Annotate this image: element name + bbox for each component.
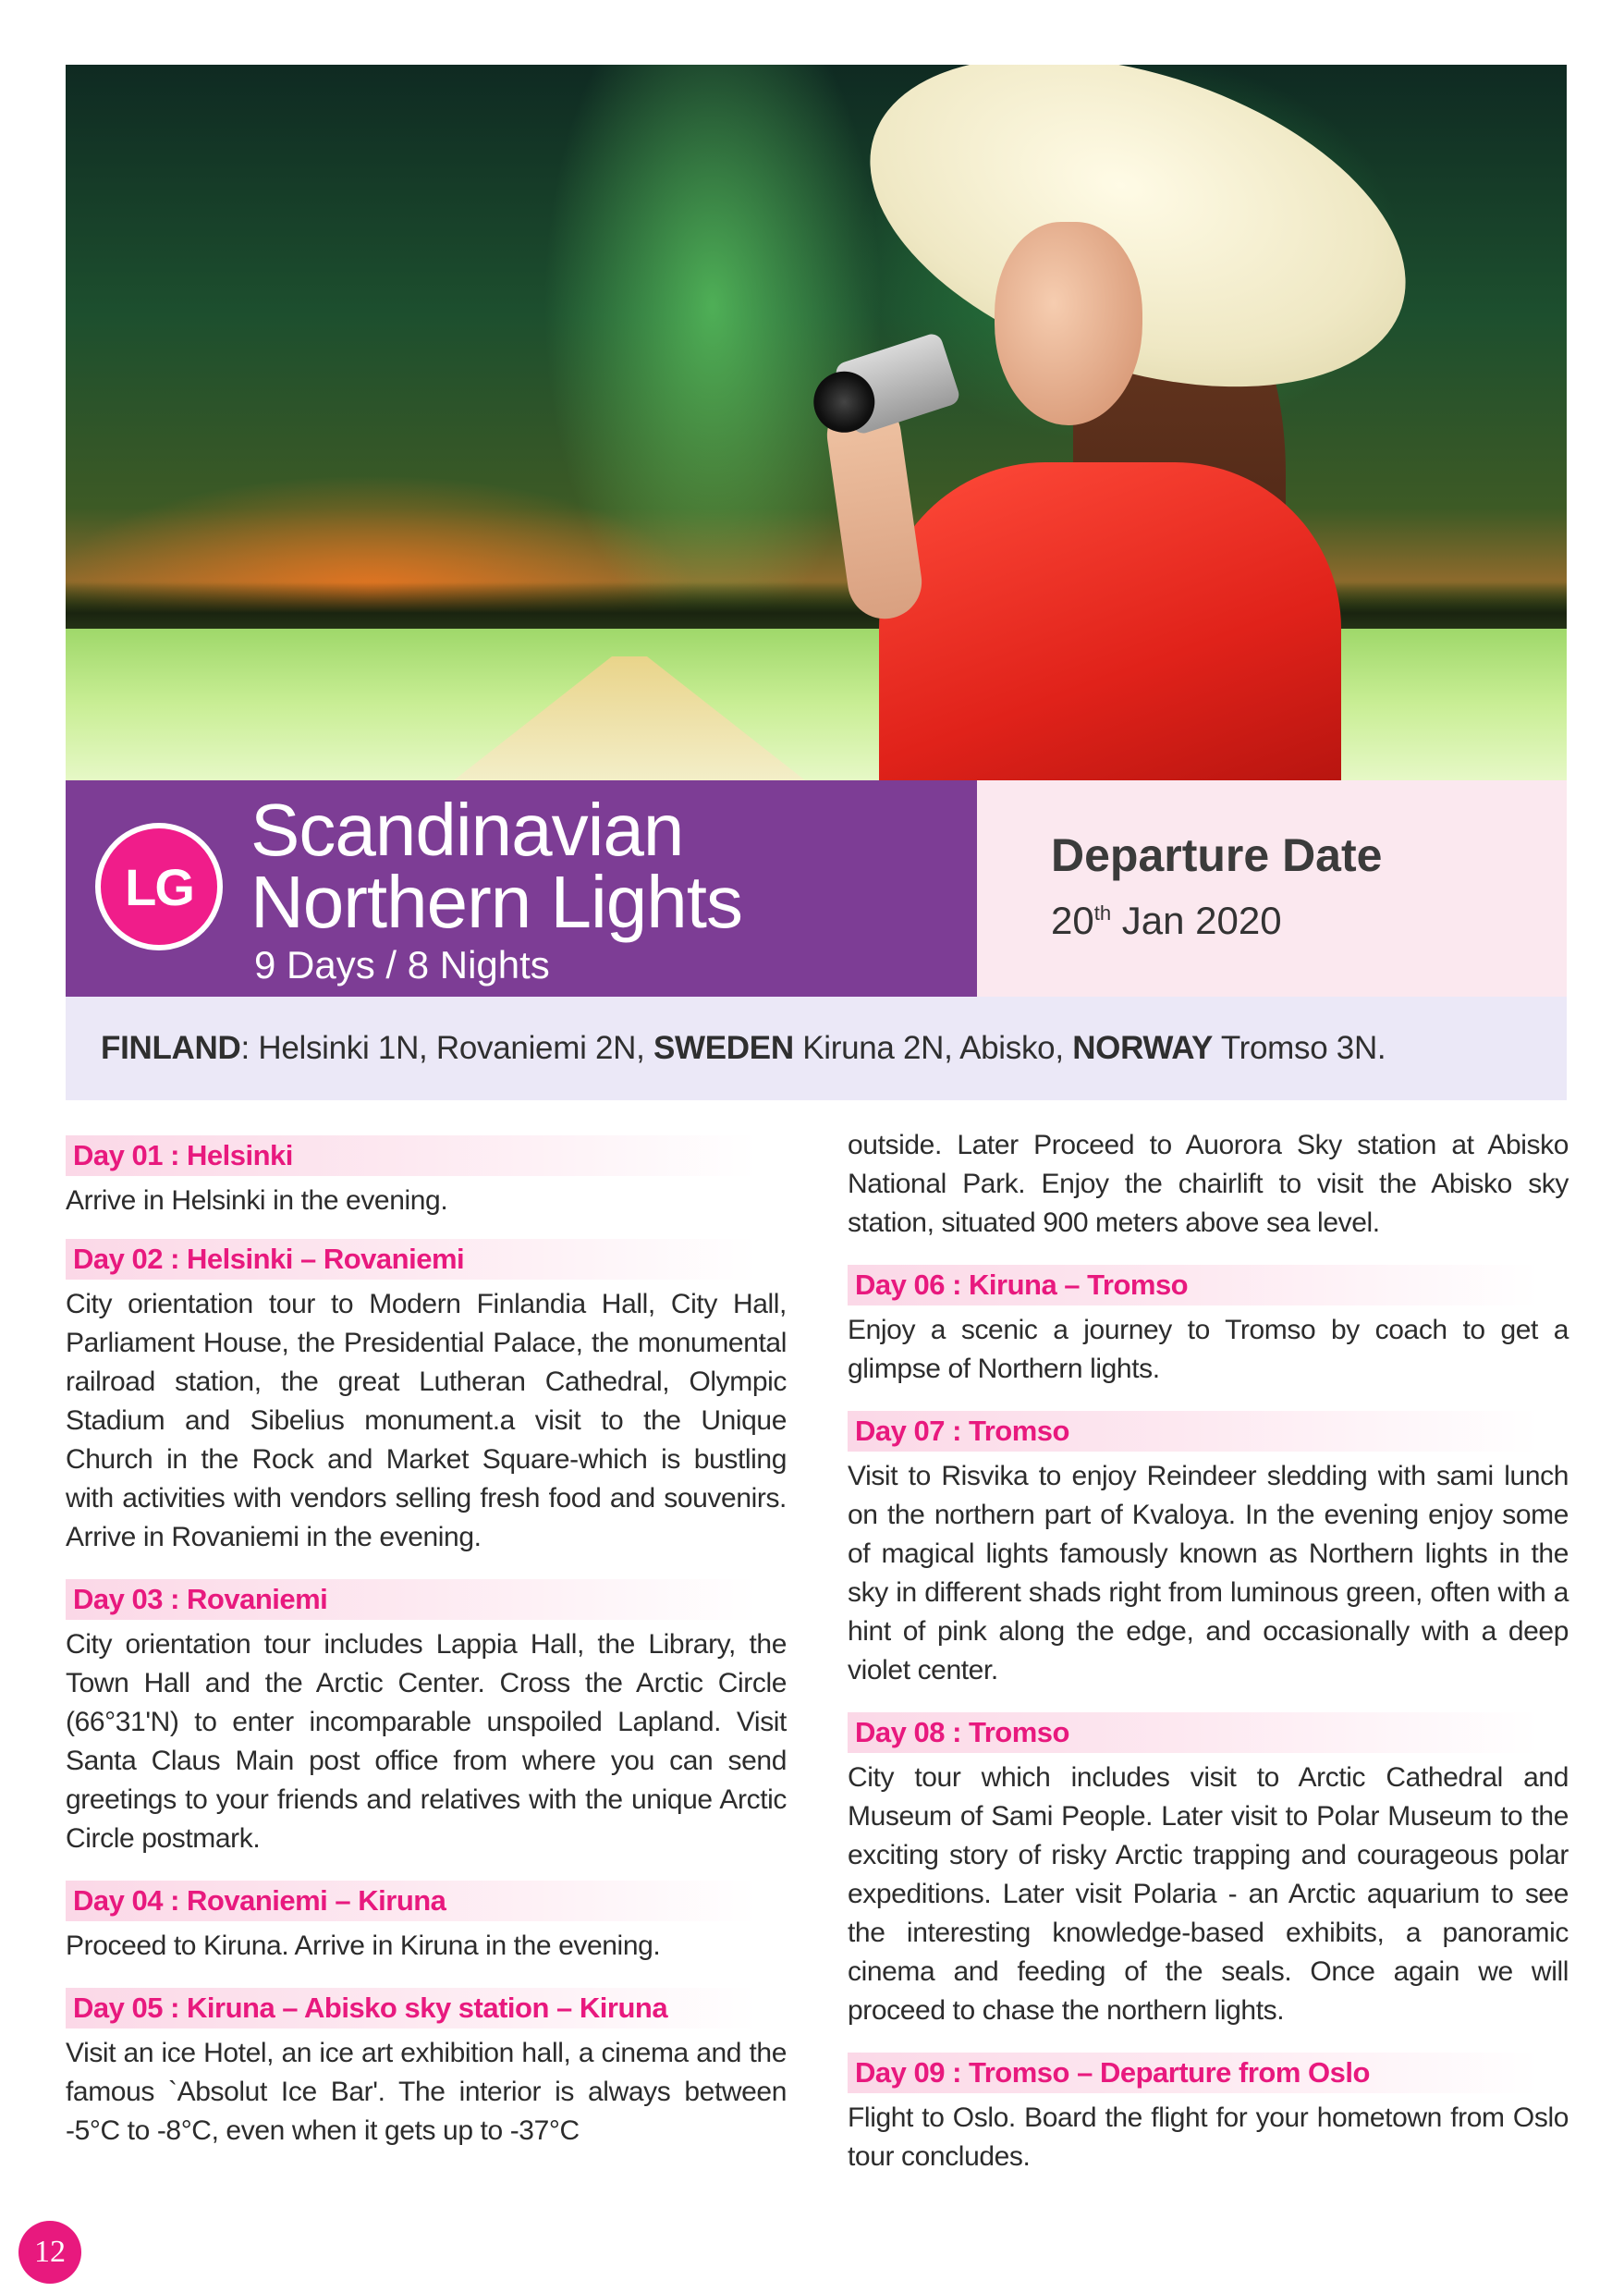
day-07-text: Visit to Risvika to enjoy Reindeer sledding with sami lunch on the northern part of Kvaloya. In the evening enjoy some of magical lights famously known as Northern lights in the sky in different shads right from luminous green, often with a hint of pink along the edge, and occasionally with a deep violet center. <box>848 1461 1569 1685</box>
day-03-heading: Day 03 : Rovaniemi <box>66 1579 757 1620</box>
itinerary-right-column <box>848 1126 1569 2176</box>
tour-title-line2: Northern Lights <box>250 861 742 943</box>
tour-title-line1: Scandinavian <box>250 789 684 871</box>
day-09-heading: Day 09 : Tromso – Departure from Oslo <box>848 2053 1539 2093</box>
day-06-text: Enjoy a scenic a journey to Tromso by coach to get a glimpse of Northern lights. <box>848 1315 1569 1384</box>
departure-panel <box>977 780 1567 997</box>
day-04-text: Proceed to Kiruna. Arrive in Kiruna in the evening. <box>66 1930 661 1961</box>
departure-date: 20th Jan 2020 <box>1051 899 1282 942</box>
lg-logo-badge: LG <box>95 823 223 950</box>
camera-icon <box>834 331 962 435</box>
day-03-text: City orientation tour includes Lappia Hall, the Library, the Town Hall and the Arctic Center. Cross the Arctic Circle (66°31'N) to enter incomparable unspoiled Lapland. Visit Santa Claus Main post office from where you can send greetings to your friends and relatives with the unique Arctic Circle postmark. <box>66 1629 787 1854</box>
day-01-text: Arrive in Helsinki in the evening. <box>66 1185 448 1216</box>
snow-field <box>66 629 1567 780</box>
route-summary <box>66 997 1567 1100</box>
day-02-text: City orientation tour to Modern Finlandia Hall, City Hall, Parliament House, the Presidential Palace, the monumental railroad station, the great Lutheran Cathedral, Olympic Stadium and Sibelius monument.a visit to the Unique Church in the Rock and Market Square-which is bustling with activities with vendors selling fresh food and souvenirs. Arrive in Rovaniemi in the evening. <box>66 1289 787 1552</box>
woman-red-dress <box>879 462 1341 780</box>
day-01-heading: Day 01 : Helsinki <box>66 1135 757 1176</box>
day-05-heading: Day 05 : Kiruna – Abisko sky station – Kiruna <box>66 1988 757 2028</box>
day-08-heading: Day 08 : Tromso <box>848 1712 1539 1753</box>
day-05-text: Visit an ice Hotel, an ice art exhibition hall, a cinema and the famous `Absolut Ice Bar'. The interior is always between -5°C to -8°C, even when it gets up to -37°C <box>66 2038 787 2146</box>
route-text: FINLAND: Helsinki 1N, Rovaniemi 2N, SWEDEN Kiruna 2N, Abisko, NORWAY Tromso 3N. <box>101 1030 1386 1066</box>
departure-label: Departure Date <box>1051 829 1383 881</box>
itinerary-left-column <box>66 1135 787 2151</box>
day-02-heading: Day 02 : Helsinki – Rovaniemi <box>66 1239 757 1280</box>
title-band <box>66 780 977 997</box>
tour-duration: 9 Days / 8 Nights <box>254 943 550 987</box>
woman-face <box>995 222 1142 425</box>
day-08-text: City tour which includes visit to Arctic Cathedral and Museum of Sami People. Later visit to Polar Museum to the exciting story of risky Arctic trapping and courageous polar expeditions. Later visit Polaria - an Arctic aquarium to see the interesting knowledge-based exhibits, a panoramic cinema and feeding of the seals. Once again we will proceed to chase the northern lights. <box>848 1762 1569 2026</box>
page-number-badge: 12 <box>18 2221 81 2284</box>
day-09-text: Flight to Oslo. Board the flight for your hometown from Oslo tour concludes. <box>848 2102 1569 2172</box>
hero-photo <box>66 65 1567 780</box>
day-04-heading: Day 04 : Rovaniemi – Kiruna <box>66 1881 757 1921</box>
day-07-heading: Day 07 : Tromso <box>848 1411 1539 1452</box>
day-06-heading: Day 06 : Kiruna – Tromso <box>848 1265 1539 1305</box>
day-05-text-continued: outside. Later Proceed to Auorora Sky station at Abisko National Park. Enjoy the chairlift to visit the Abisko sky station, situated 900 meters above sea level. <box>848 1130 1569 1238</box>
